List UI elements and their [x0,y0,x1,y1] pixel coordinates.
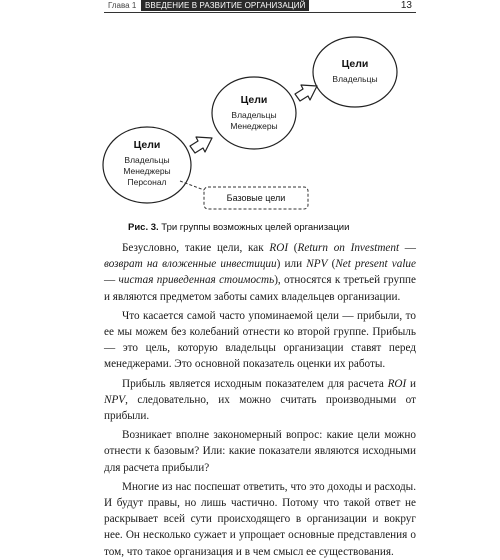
p3-text-3: , следовательно, их можно считать производными от прибыли. [104,393,416,423]
paragraph-5: Многие из нас поспешат ответить, что это доходы и расходы. И будут правы, но лишь частично. Потому что такой ответ не раскрывает всей сути происходящего в организации и вокруг нее. Он несколько сужает и упрощает основные представления о том, что такое организация и в чем смысл ее существования. [104,480,416,558]
circle-large-title: Цели [133,139,161,151]
p1-roi: ROI [269,242,289,254]
header-chapter: Глава 1 [108,1,137,10]
circle-large-line-3: Персонал [127,177,167,187]
p3-npv: NPV [104,393,126,406]
callout-label: Базовые цели [226,193,286,203]
arrow-mid-to-small [295,85,317,101]
p1-npv-en: Net present value [335,258,416,271]
circle-large-line-2: Менеджеры [123,166,171,176]
circle-small-line-1: Владельцы [332,74,378,84]
p3-text-2: и [406,377,416,390]
p1-text-3: — [399,242,416,254]
paragraph-1 [104,240,416,305]
p3-text-1: Прибыль является исходным показателем для расчета [122,377,388,390]
p1-text-5: ( [327,258,336,271]
circle-mid-line-1: Владельцы [231,110,277,120]
paragraph-3 [104,376,416,425]
circle-mid-title: Цели [240,94,268,106]
page-number: 13 [400,0,412,11]
goals-diagram [0,0,500,222]
p1-npv-ru: чистая приведенная стоимость [118,274,275,287]
arrow-large-to-mid [190,137,212,153]
p1-npv: NPV [306,258,328,271]
caption-label: Рис. 3. [128,222,159,233]
p1-roi-ru: возврат на вложенные инвестиции [104,258,277,271]
body-text [104,240,416,560]
paragraph-2: Что касается самой часто упоминаемой цели — прибыли, то ее мы можем без колебаний отнести ко второй группе. Прибыль — это цель, которую владельцы организации ставят перед менеджерами. Это основной показатель оценки их работы. [104,309,416,371]
paragraph-4: Возникает вполне закономерный вопрос: какие цели можно отнести к базовым? Или: какие показатели являются исходными для расчета прибыли? [104,429,416,474]
p1-text-6: — [104,274,119,287]
p1-text-4: ) или [276,258,307,271]
p3-roi: ROI [387,377,407,390]
header-chapter-title: ВВЕДЕНИЕ В РАЗВИТИЕ ОРГАНИЗАЦИЙ [141,0,309,11]
p1-text-1: Безусловно, такие цели, как [122,242,270,254]
circle-mid-line-2: Менеджеры [230,121,278,131]
circle-small [313,37,397,107]
caption-text: Три группы возможных целей организации [158,222,350,233]
figure-caption [128,222,428,233]
circle-small-title: Цели [341,58,369,70]
circle-large-line-1: Владельцы [124,155,170,165]
p1-text-2: ( [288,242,298,254]
p1-roi-en: Return on Investment [297,242,400,254]
p1-text-7: ), относятся к третьей группе и являются предметом заботы самих владельцев организации. [104,274,417,303]
